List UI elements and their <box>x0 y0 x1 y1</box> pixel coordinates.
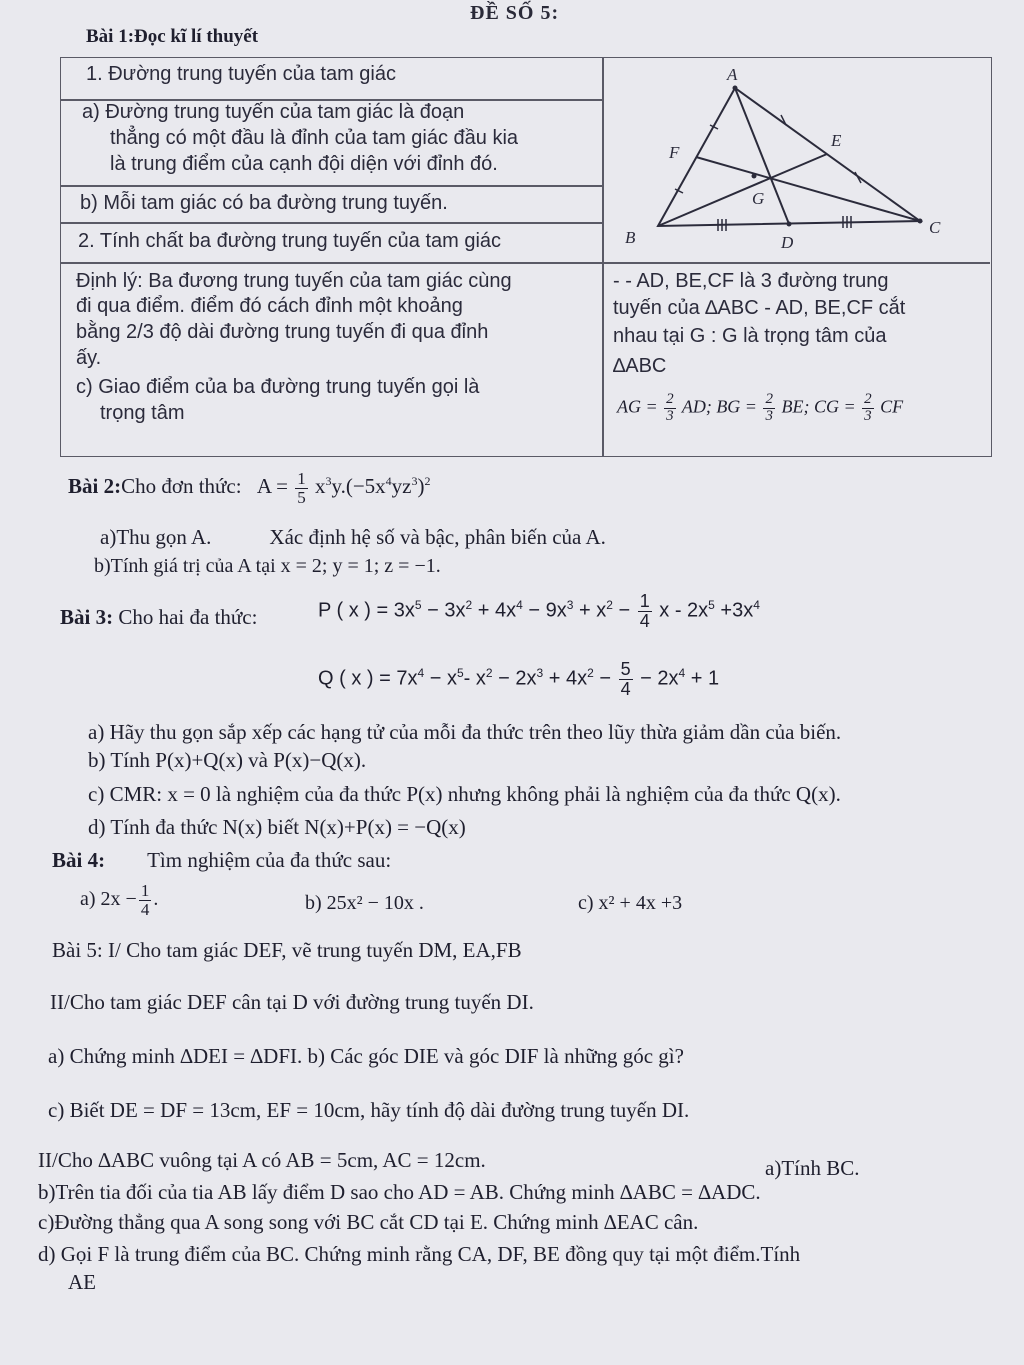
bai5-part3-b: b)Trên tia đối của tia AB lấy điểm D sao cho AD = AB. Chứng minh ∆ABC = ∆ADC. <box>38 1180 761 1204</box>
bai4-heading: Bài 4: Tìm nghiệm của đa thức sau: <box>52 848 392 872</box>
bai2-statement: Bài 2:Cho đơn thức: A = $\frac{1}{5}$ $x^3y.(-5x^4yz^3)^2$ <box>68 469 431 507</box>
bai3-b: b) Tính P(x)+Q(x) và P(x)−Q(x). <box>88 748 367 772</box>
bai3-a: a) Hãy thu gọn sắp xếp các hạng tử của mỗi đa thức trên theo lũy thừa giảm dần của biến. <box>88 720 842 744</box>
bai2-b: b)Tính giá trị của A tại x = 2; y = 1; z = −1. <box>94 555 441 577</box>
bai5-part3-a: a)Tính BC. <box>765 1156 860 1180</box>
exam-title: ĐỀ SỐ 5: <box>470 2 560 24</box>
bai5-part3-d-cont: AE <box>68 1270 96 1294</box>
polynomial-q: Q ( x ) = $7x^4 - x^5-$ $x^2 - 2x^3 + 4x^2$ − $\frac{5}{4}$ − $2x^4 + 1$ <box>318 659 720 699</box>
point-f-label: F <box>669 143 680 162</box>
median-note-line4: ∆ABC <box>613 355 667 377</box>
point-d-label: D <box>781 233 794 252</box>
median-note-line1: - - AD, BE,CF là 3 đường trung <box>613 270 889 292</box>
vertex-a-label: A <box>727 65 738 84</box>
table-row-line <box>60 222 603 224</box>
theorem-line1: Định lý: Ba đương trung tuyến của tam giác cùng <box>76 270 512 292</box>
bai4-a: a) 2x − $\frac{1}{4}$ . <box>80 881 159 919</box>
table-row-line <box>60 185 603 187</box>
bai4-b: b) 25x² − 10x . <box>305 892 424 914</box>
bai5-part3-c: c)Đường thẳng qua A song song với BC cắt CD tại E. Chứng minh ∆EAC cân. <box>38 1210 699 1234</box>
bai3-c: c) CMR: x = 0 là nghiệm của đa thức P(x) nhưng không phải là nghiệm của đa thức Q(x). <box>88 782 841 806</box>
theorem-line3: bằng 2/3 độ dài đường trung tuyến đi qua đỉnh <box>76 321 489 343</box>
theory-item-2: 2. Tính chất ba đường trung tuyến của tam giác <box>78 230 502 252</box>
theory-a-line2: thẳng có một đầu là đỉnh của tam giác đầu kia <box>110 127 519 149</box>
bai5-part3: II/Cho ∆ABC vuông tại A có AB = 5cm, AC = 12cm. <box>38 1148 486 1172</box>
bai2-a: a)Thu gọn A. Xác định hệ số và bậc, phân biến của A. <box>100 525 606 549</box>
bai5-part1: Bài 5: I/ Cho tam giác DEF, vẽ trung tuyến DM, EA,FB <box>52 938 522 962</box>
vertex-b-label: B <box>625 228 636 247</box>
median-cf <box>696 157 920 221</box>
triangle-medians-figure <box>603 58 990 263</box>
polynomial-p: P ( x ) = $3x^5 - 3x^2 + 4x^4 - 9x^3 + x^2$ − $\frac{1}{4}$ $x - 2x^5 +3x^4$ <box>318 591 760 631</box>
bai5-part2-a-b: a) Chứng minh ∆DEI = ∆DFI. b) Các góc DIE và góc DIF là những góc gì? <box>48 1044 684 1068</box>
bai5-part3-d: d) Gọi F là trung điểm của BC. Chứng minh rằng CA, DF, BE đồng quy tại một điểm.Tính <box>38 1242 801 1266</box>
centroid-formula: AG = $\frac{2}{3}$ AD; BG = $\frac{2}{3}$ BE; CG = $\frac{2}{3}$ CF <box>617 391 904 424</box>
bai5-part2-c: c) Biết DE = DF = 13cm, EF = 10cm, hãy tính độ dài đường trung tuyến DI. <box>48 1098 690 1122</box>
bai5-part2: II/Cho tam giác DEF cân tại D với đường trung tuyến DI. <box>50 990 534 1014</box>
theory-b: b) Mỗi tam giác có ba đường trung tuyến. <box>80 192 448 214</box>
point-e-label: E <box>831 131 842 150</box>
theory-a-line3: là trung điểm của cạnh đội diện với đỉnh đó. <box>110 153 498 175</box>
bai3-intro: Bài 3: Cho hai đa thức: <box>60 605 258 629</box>
vertex-c-label: C <box>929 218 941 237</box>
median-note-line2: tuyến của ∆ABC - AD, BE,CF cắt <box>613 297 906 319</box>
theorem-line4: ấy. <box>76 347 102 369</box>
theory-c-line1: c) Giao điểm của ba đường trung tuyến gọi là <box>76 376 480 398</box>
median-note-line3: nhau tại G : G là trọng tâm của <box>613 325 887 347</box>
theory-c-line2: trọng tâm <box>100 402 185 424</box>
theory-a-line1: a) Đường trung tuyến của tam giác là đoạn <box>82 101 465 123</box>
centroid-g-label: G <box>752 189 765 208</box>
theorem-line2: đi qua điểm. điểm đó cách đỉnh một khoảng <box>76 295 463 317</box>
bai1-heading: Bài 1:Đọc kĩ lí thuyết <box>86 26 259 47</box>
theory-item-1: 1. Đường trung tuyến của tam giác <box>86 63 396 85</box>
bai4-c: c) x² + 4x +3 <box>578 892 683 914</box>
median-be <box>658 154 827 226</box>
bai3-d: d) Tính đa thức N(x) biết N(x)+P(x) = −Q(x) <box>88 815 466 839</box>
